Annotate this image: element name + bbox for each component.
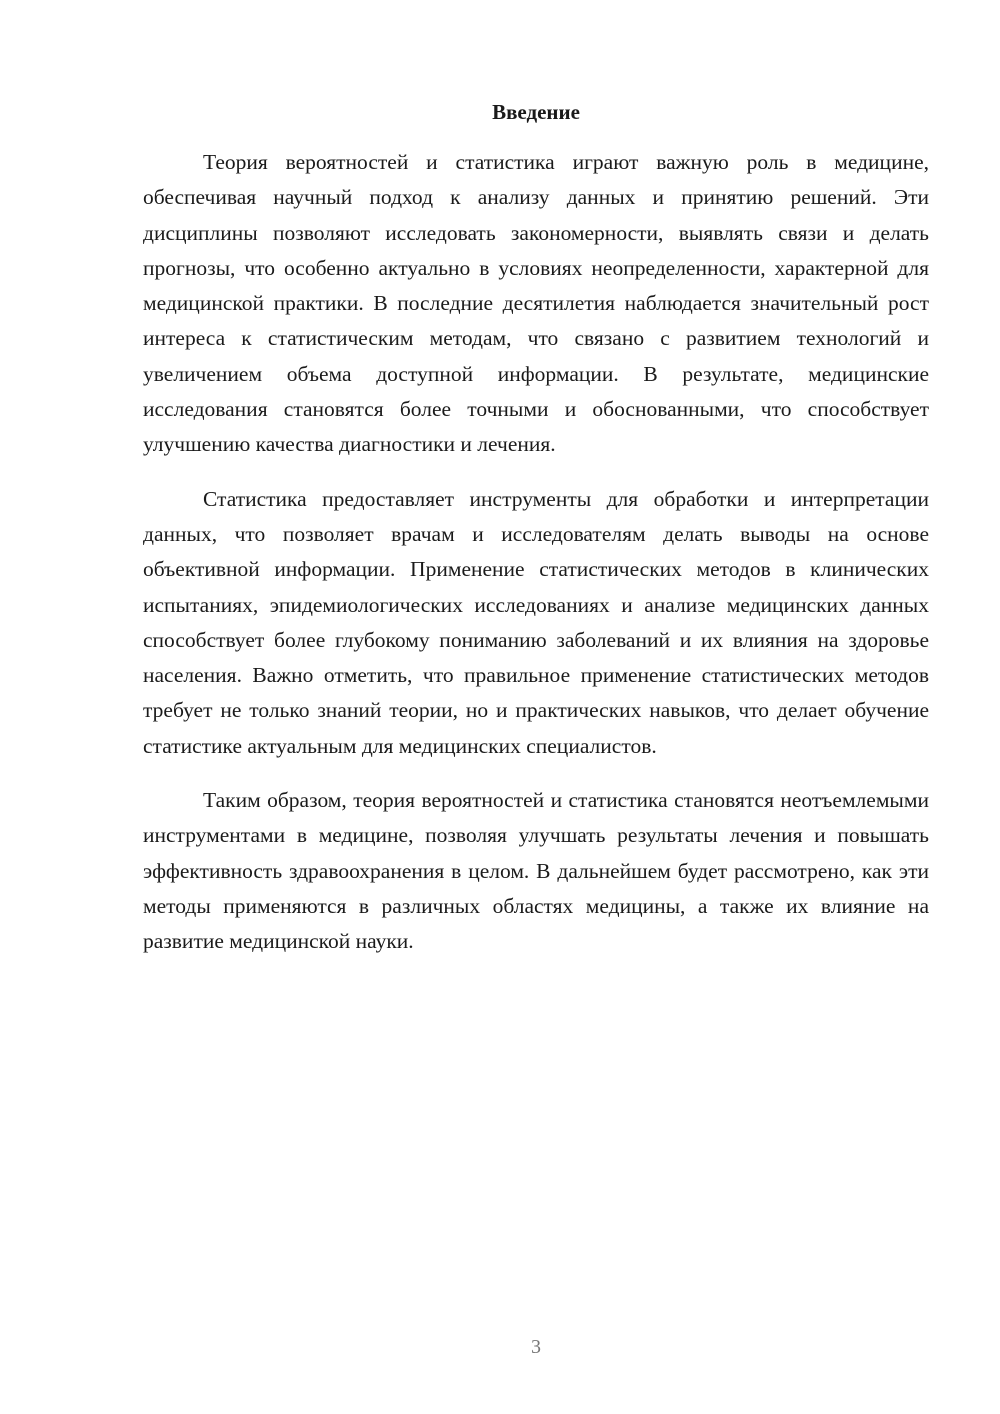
page-number: 3 [531,1336,541,1358]
paragraph-3: Таким образом, теория вероятностей и статистика становятся неотъемлемыми инструментами в медицине, позволяя улучшать результаты лечения и повышать эффективность здравоохранения в целом. В дальнейшем будет рассмотрено, как эти методы применяются в различных областях медицины, а также их влияние на развитие медицинской науки. [143,788,929,954]
section-heading: Введение [492,100,580,124]
body-text [143,145,929,960]
paragraph-1: Теория вероятностей и статистика играют важную роль в медицине, обеспечивая научный подход к анализу данных и принятию решений. Эти дисциплины позволяют исследовать закономерности, выявлять связи и делать прогнозы, что особенно актуально в условиях неопределенности, характерной для медицинской практики. В последние десятилетия наблюдается значительный рост интереса к статистическим методам, что связано с развитием технологий и увеличением объема доступной информации. В результате, медицинские исследования становятся более точными и обоснованными, что способствует улучшению качества диагностики и лечения. [143,150,929,457]
paragraph-2: Статистика предоставляет инструменты для обработки и интерпретации данных, что позволяет врачам и исследователям делать выводы на основе объективной информации. Применение статистических методов в клинических испытаниях, эпидемиологических исследованиях и анализе медицинских данных способствует более глубокому пониманию заболеваний и их влияния на здоровье населения. Важно отметить, что правильное применение статистических методов требует не только знаний теории, но и практических навыков, что делает обучение статистике актуальным для медицинских специалистов. [143,486,929,758]
